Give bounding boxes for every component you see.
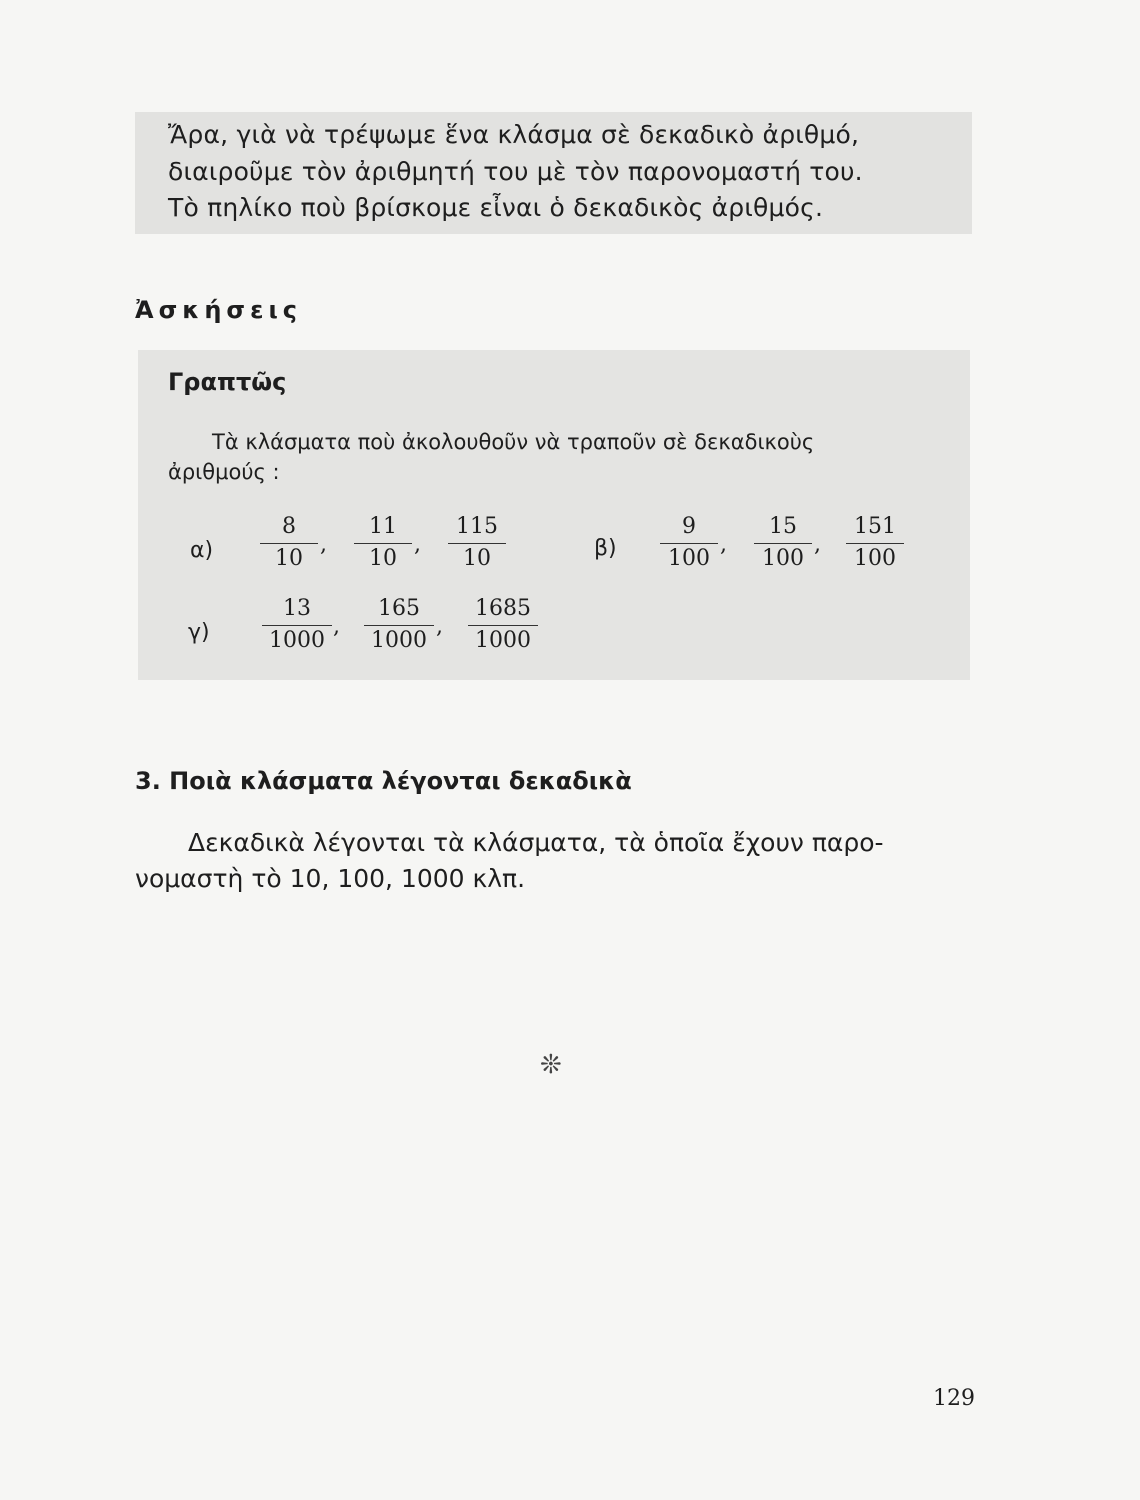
comma: , (436, 614, 443, 639)
denominator: 100 (762, 546, 804, 571)
section-body-line-1: Δεκαδικὰ λέγονται τὰ κλάσματα, τὰ ὁποῖα ἔχουν παρο- (188, 828, 884, 857)
comma: , (720, 532, 727, 557)
denominator: 1000 (269, 628, 325, 653)
denominator: 1000 (475, 628, 531, 653)
fraction-bar (448, 543, 506, 544)
fraction (468, 596, 538, 654)
instruction-line-2: ἀριθμούς : (168, 460, 280, 484)
denominator: 10 (463, 546, 491, 571)
numerator: 11 (369, 514, 397, 539)
rule-line-3: Τὸ πηλίκο ποὺ βρίσκομε εἶναι ὁ δεκαδικὸς ἀριθμός. (168, 193, 824, 222)
fraction-bar (364, 625, 434, 626)
section-title: 3. Ποιὰ κλάσματα λέγονται δεκαδικὰ (135, 767, 632, 795)
comma: , (414, 532, 421, 557)
group-label-c: γ) (188, 620, 210, 645)
fraction-bar (260, 543, 318, 544)
fraction (364, 596, 434, 654)
denominator: 100 (668, 546, 710, 571)
exercises-heading: Ἀσκήσεις (135, 296, 303, 324)
page-number: 129 (933, 1386, 975, 1411)
denominator: 10 (275, 546, 303, 571)
numerator: 165 (378, 596, 420, 621)
fraction (262, 596, 332, 654)
fraction-bar (354, 543, 412, 544)
section-body-line-2: νομαστὴ τὸ 10, 100, 1000 κλπ. (135, 864, 526, 893)
fraction (354, 514, 412, 572)
fraction (754, 514, 812, 572)
denominator: 1000 (371, 628, 427, 653)
ornament-icon: ❊ (540, 1050, 562, 1080)
fraction-bar (262, 625, 332, 626)
numerator: 115 (456, 514, 498, 539)
numerator: 9 (682, 514, 696, 539)
fraction (260, 514, 318, 572)
written-heading: Γραπτῶς (168, 368, 287, 396)
numerator: 8 (282, 514, 296, 539)
fraction-bar (754, 543, 812, 544)
numerator: 15 (769, 514, 797, 539)
numerator: 151 (854, 514, 896, 539)
rule-line-1: Ἄρα, γιὰ νὰ τρέψωμε ἕνα κλάσμα σὲ δεκαδικὸ ἀριθμό, (168, 120, 860, 149)
group-label-a: α) (190, 538, 214, 563)
instruction-line-1: Τὰ κλάσματα ποὺ ἀκολουθοῦν νὰ τραποῦν σὲ δεκαδικοὺς (212, 430, 815, 454)
numerator: 1685 (475, 596, 531, 621)
numerator: 13 (283, 596, 311, 621)
rule-line-2: διαιροῦμε τὸν ἀριθμητή του μὲ τὸν παρονομαστή του. (168, 157, 863, 186)
group-label-b: β) (594, 536, 617, 561)
fraction (660, 514, 718, 572)
comma: , (333, 614, 340, 639)
fraction-bar (660, 543, 718, 544)
denominator: 10 (369, 546, 397, 571)
comma: , (814, 532, 821, 557)
fraction (448, 514, 506, 572)
fraction (846, 514, 904, 572)
comma: , (320, 532, 327, 557)
fraction-bar (846, 543, 904, 544)
fraction-bar (468, 625, 538, 626)
denominator: 100 (854, 546, 896, 571)
